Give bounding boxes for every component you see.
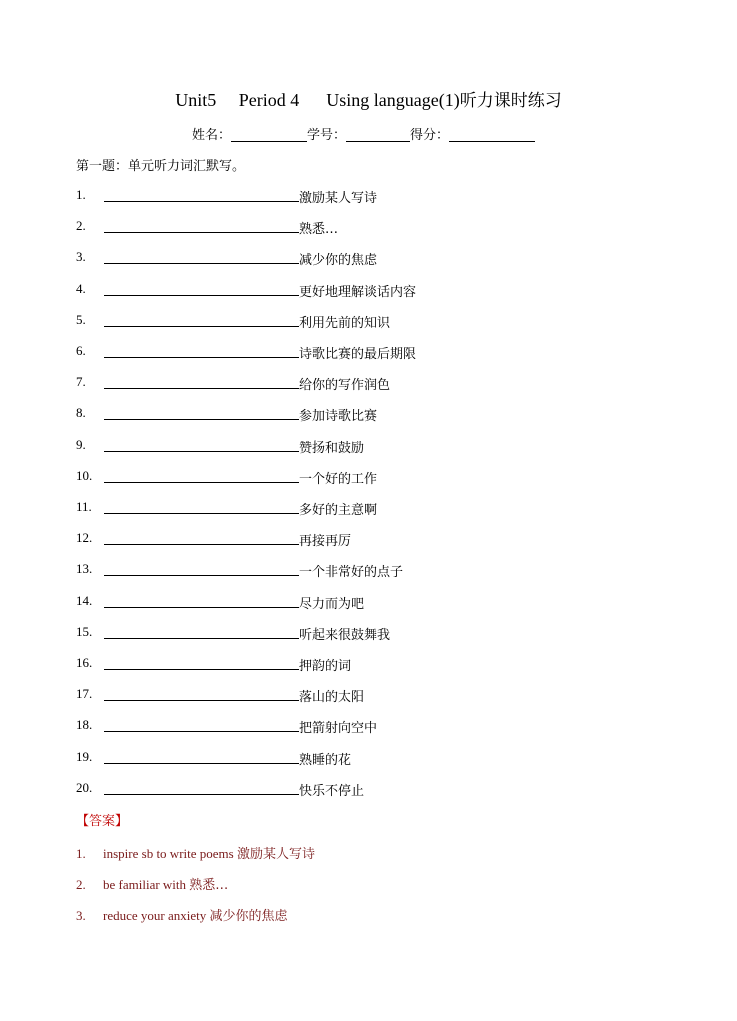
answer-blank[interactable]: [104, 763, 299, 764]
question-prompt: 激励某人写诗: [299, 191, 378, 206]
question-prompt: 快乐不停止: [299, 783, 365, 799]
question-row: [76, 218, 676, 238]
question-number: 6.: [76, 343, 86, 358]
answer-row: [76, 843, 315, 862]
answer-blank[interactable]: [104, 513, 299, 514]
question-number: 4.: [76, 280, 86, 296]
answer-blank[interactable]: [104, 419, 299, 420]
question-prompt: 熟睡的花: [299, 752, 352, 768]
question-prompt: 诗歌比赛的最后期限: [299, 347, 417, 362]
question-number: 7.: [76, 374, 86, 390]
question-row: [76, 717, 676, 737]
student-info-line: [192, 124, 535, 143]
question-prompt: 多好的主意啊: [299, 503, 378, 518]
answer-english: reduce your anxiety: [103, 908, 207, 923]
answer-number: 1.: [76, 846, 86, 861]
question-number: 5.: [76, 311, 86, 327]
question-prompt: 更好地理解谈话内容: [299, 284, 417, 300]
question-row: [76, 281, 676, 301]
question-row: [76, 312, 676, 332]
question-row: [76, 593, 676, 613]
answer-blank[interactable]: [104, 731, 299, 732]
question-prompt: 一个好的工作: [299, 471, 378, 487]
question-number: 17.: [76, 686, 93, 702]
answer-chinese: 减少你的焦虑: [209, 909, 288, 924]
question-number: 15.: [76, 623, 93, 639]
question-number: 2.: [76, 218, 86, 234]
question-number: 14.: [76, 592, 93, 608]
question-number: 8.: [76, 405, 86, 421]
question-row: [76, 468, 676, 488]
question-prompt: 押韵的词: [299, 659, 352, 674]
answer-blank[interactable]: [104, 295, 299, 296]
question-row: [76, 561, 676, 581]
question-number: 9.: [76, 436, 86, 452]
section-1-heading: 第一题：单元听力词汇默写。: [76, 159, 246, 174]
answer-blank[interactable]: [104, 794, 299, 795]
question-prompt: 一个非常好的点子: [299, 565, 404, 581]
title-period: Period 4: [238, 90, 300, 110]
answer-heading: 【答案】: [76, 814, 129, 829]
question-row: [76, 499, 676, 519]
question-row: [76, 780, 676, 800]
name-label: 姓名：: [192, 128, 232, 143]
question-prompt: 把箭射向空中: [299, 721, 378, 737]
page-title: [0, 86, 737, 111]
question-row: [76, 249, 676, 269]
answer-blank[interactable]: [104, 388, 299, 389]
answer-blank[interactable]: [104, 201, 299, 202]
question-number: 10.: [76, 467, 93, 483]
answer-english: inspire sb to write poems: [103, 846, 234, 861]
question-prompt: 落山的太阳: [299, 690, 365, 706]
question-number: 13.: [76, 561, 93, 577]
answer-english: be familiar with: [103, 877, 187, 892]
title-subtitle: 听力课时练习: [459, 91, 562, 111]
question-number: 3.: [76, 249, 86, 265]
question-row: [76, 655, 676, 675]
question-prompt: 听起来很鼓舞我: [299, 627, 391, 643]
answer-chinese: 熟悉…: [189, 878, 229, 893]
question-number: 11.: [76, 499, 92, 514]
question-number: 1.: [76, 187, 86, 202]
question-row: [76, 686, 676, 706]
question-prompt: 尽力而为吧: [299, 596, 365, 612]
title-topic: Using language(1): [326, 90, 460, 110]
score-label: 得分：: [410, 128, 450, 143]
question-number: 16.: [76, 655, 93, 670]
question-prompt: 熟悉…: [299, 222, 339, 238]
answer-blank[interactable]: [104, 638, 299, 639]
question-row: [76, 343, 676, 363]
id-label: 学号：: [307, 128, 347, 143]
answer-number: 3.: [76, 908, 86, 923]
id-blank[interactable]: [346, 127, 410, 142]
question-number: 20.: [76, 779, 93, 795]
name-blank[interactable]: [231, 127, 307, 142]
answer-blank[interactable]: [104, 451, 299, 452]
answer-blank[interactable]: [104, 326, 299, 327]
question-prompt: 赞扬和鼓励: [299, 440, 365, 456]
answer-blank[interactable]: [104, 482, 299, 483]
question-prompt: 参加诗歌比赛: [299, 409, 378, 425]
question-row: [76, 374, 676, 394]
question-row: [76, 405, 676, 425]
score-blank[interactable]: [449, 127, 535, 142]
question-row: [76, 187, 676, 207]
question-row: [76, 437, 676, 457]
answer-blank[interactable]: [104, 575, 299, 576]
answer-row: [76, 905, 288, 924]
answer-blank[interactable]: [104, 607, 299, 608]
question-prompt: 减少你的焦虑: [299, 253, 378, 269]
question-prompt: 再接再厉: [299, 534, 352, 550]
answer-number: 2.: [76, 877, 86, 892]
answer-blank[interactable]: [104, 700, 299, 701]
question-prompt: 利用先前的知识: [299, 315, 391, 331]
question-number: 18.: [76, 717, 93, 733]
answer-blank[interactable]: [104, 669, 299, 670]
answer-blank[interactable]: [104, 263, 299, 264]
question-number: 19.: [76, 748, 93, 764]
question-number: 12.: [76, 530, 93, 546]
question-row: [76, 624, 676, 644]
title-unit: Unit5: [175, 90, 217, 110]
question-prompt: 给你的写作润色: [299, 378, 391, 394]
answer-chinese: 激励某人写诗: [236, 847, 315, 862]
answer-row: [76, 874, 228, 893]
question-row: [76, 530, 676, 550]
question-row: [76, 749, 676, 769]
answer-blank[interactable]: [104, 544, 299, 545]
answer-blank[interactable]: [104, 232, 299, 233]
answer-blank[interactable]: [104, 357, 299, 358]
